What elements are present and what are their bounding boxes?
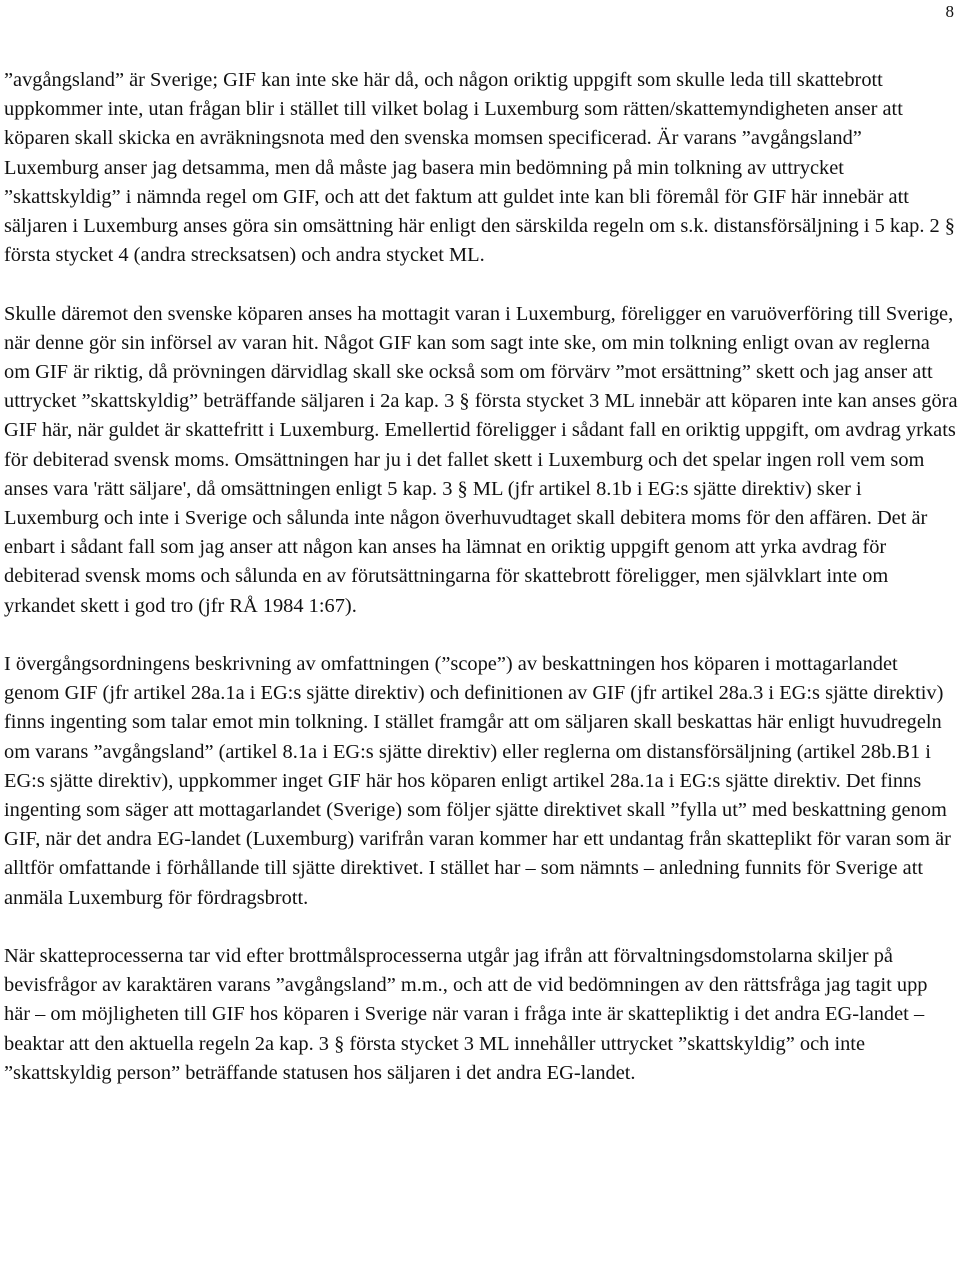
paragraph-1: ”avgångsland” är Sverige; GIF kan inte ske här då, och någon oriktig uppgift som skulle leda till skattebrott uppkommer inte, utan frågan blir i stället till vilket bolag i Luxemburg som rätten/skattemyndigheten anser att köparen skall skicka en avräkningsnota med den svenska momsen specificerad. Är varans ”avgångsland” Luxemburg anser jag detsamma, men då måste jag basera min bedömning på min tolkning av uttrycket ”skattskyldig” i nämnda regel om GIF, och att det faktum att guldet inte kan bli föremål för GIF här innebär att säljaren i Luxemburg anses göra sin omsättning här enligt den särskilda regeln om s.k. distansförsäljning i 5 kap. 2 § första stycket 4 (andra strecksatsen) och andra stycket ML.: [4, 69, 956, 267]
page-number: 8: [945, 2, 954, 21]
paragraph-3: I övergångsordningens beskrivning av omfattningen (”scope”) av beskattningen hos köparen i mottagarlandet genom GIF (jfr artikel 28a.1a i EG:s sjätte direktiv) och definitionen av GIF (jfr artikel 28a.3 i EG:s sjätte direktiv) finns ingenting som talar emot min tolkning. I stället framgår att om säljaren skall beskattas här enligt huvudregeln om varans ”avgångsland” (artikel 8.1a i EG:s sjätte direktiv) eller reglerna om distansförsäljning (artikel 28b.B1 i EG:s sjätte direktiv), uppkommer inget GIF här hos köparen enligt artikel 28a.1a i EG:s sjätte direktiv. Det finns ingenting som säger att mottagarlandet (Sverige) som följer sjätte direktivet skall ”fylla ut” med beskattning genom GIF, när det andra EG-landet (Luxemburg) varifrån varan kommer har ett undantag från skatteplikt för varan som är alltför omfattande i förhållande till sjätte direktivet. I stället har – som nämnts – anledning funnits för Sverige att anmäla Luxemburg för fördragsbrott.: [4, 653, 951, 909]
paragraph-2: Skulle däremot den svenske köparen anses ha mottagit varan i Luxemburg, föreligger en varuöverföring till Sverige, när denne gör sin införsel av varan hit. Något GIF kan som sagt inte ske, om min tolkning enligt ovan av reglerna om GIF är riktig, då prövningen därvidlag skall ske också som om förvärv ”mot ersättning” skett och jag anser att uttrycket ”skattskyldig” beträffande säljaren i 2a kap. 3 § första stycket 3 ML innebär att köparen inte kan anses göra GIF här, när guldet är skattefritt i Luxemburg. Emellertid föreligger i sådant fall en oriktig uppgift, om avdrag yrkats för debiterad svensk moms. Omsättningen har ju i det fallet skett i Luxemburg och det spelar ingen roll vem som anses vara 'rätt säljare', då omsättningen enligt 5 kap. 3 § ML (jfr artikel 8.1b i EG:s sjätte direktiv) sker i Luxemburg och inte i Sverige och sålunda inte någon överhuvudtaget skall debitera moms för den affären. Det är enbart i sådant fall som jag anser att någon kan anses ha lämnat en oriktig uppgift genom att yrka avdrag för debiterad svensk moms och sålunda en av förutsättningarna för skattebrott föreligger, men självklart inte om yrkandet skett i god tro (jfr RÅ 1984 1:67).: [4, 302, 958, 617]
paragraph-4: När skatteprocesserna tar vid efter brottmålsprocesserna utgår jag ifrån att förvaltningsdomstolarna skiljer på bevisfrågor av karaktären varans ”avgångsland” m.m., och att de vid bedömningen av den rättsfråga jag tagit upp här – om möjligheten till GIF hos köparen i Sverige när varan i fråga inte är skattepliktig i det andra EG-landet – beaktar att den aktuella regeln 2a kap. 3 § första stycket 3 ML innehåller uttrycket ”skattskyldig” och inte ”skattskyldig person” beträffande statusen hos säljaren i det andra EG-landet.: [4, 945, 928, 1084]
document-body: [4, 66, 958, 1088]
